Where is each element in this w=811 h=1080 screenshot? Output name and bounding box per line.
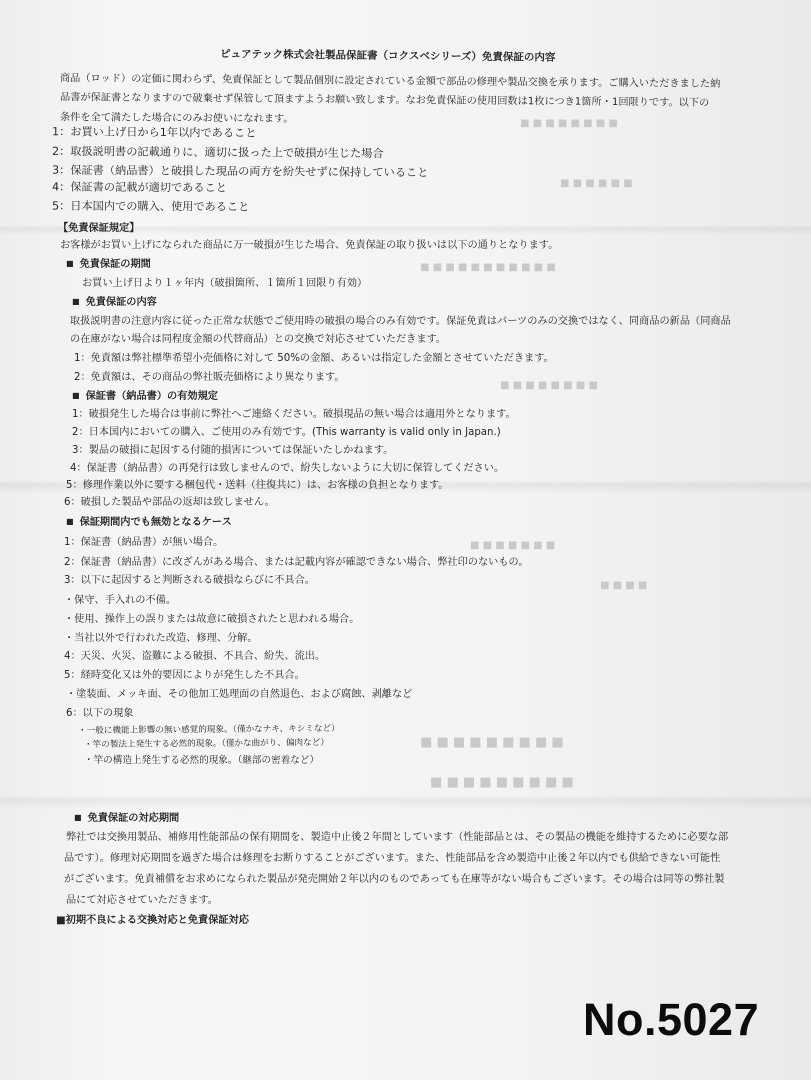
- bleed-through-text: ■ ■ ■ ■ ■ ■: [560, 178, 633, 189]
- intro-line: 条件を全て満たした場合にのみお使いになれます。: [59, 112, 294, 125]
- support-heading: ■ 免責保証の対応期間: [74, 812, 179, 825]
- void-line: 3：以下に起因すると判断される破損ならびに不具合。: [64, 575, 315, 586]
- support-line: がございます。免責補償をお求めになられた製品が発売開始２年以内のものであっても在庫等がない場合もございます。その場合は同等の弊社製: [64, 874, 725, 885]
- document-title: ピュアテック株式会社製品保証書（コクスベシリーズ）免責保証の内容: [219, 48, 556, 64]
- void-line: ・保守、手入れの不備。: [64, 595, 177, 606]
- validity-line: 3：製品の破損に起因する付随的損害については保証いたしかねます。: [72, 445, 394, 456]
- void-line: ・塗装面、メッキ面、その他加工処理面の自然退色、および腐蝕、剥離など: [66, 689, 413, 700]
- void-line: ・竿の構造上発生する必然的現象。（継部の密着など）: [84, 755, 320, 766]
- validity-heading: ■ 保証書（納品書）の有効規定: [72, 390, 218, 403]
- intro-line: 商品（ロッド）の定価に関わらず、免責保証として製品個別に設定されている金額で部品の修理や製品交換を承ります。ご購入いただきました納: [59, 73, 721, 90]
- item-number-label: No.5027: [583, 994, 760, 1045]
- bleed-through-text: ■ ■ ■ ■ ■ ■ ■ ■ ■ ■ ■: [420, 262, 556, 273]
- void-line: ・当社以外で行われた改造、修理、分解。: [64, 633, 258, 644]
- rules-heading: 【免責保証規定】: [58, 223, 140, 234]
- bleed-through-text: ■ ■ ■ ■ ■ ■ ■ ■ ■: [420, 735, 564, 750]
- content-heading: ■ 免責保証の内容: [72, 296, 157, 309]
- initial-defect-heading: ■初期不良による交換対応と免責保証対応: [56, 915, 249, 926]
- content-line: 2：免責額は、その商品の弊社販売価格により異なります。: [74, 372, 345, 383]
- condition-item: 5：日本国内での購入、使用であること: [51, 199, 250, 214]
- void-line: 2：保証書（納品書）に改ざんがある場合、または記載内容が確認できない場合、弊社印のないもの。: [64, 557, 529, 568]
- content-line: の在庫がない場合は同程度金額の代替商品）との交換で対応させていただきます。: [70, 334, 447, 345]
- content-line: 1：免責額は弊社標準希望小売価格に対して 50%の金額、あるいは指定した金額とさせていただきます。: [74, 353, 554, 364]
- rules-intro: お客様がお買い上げになられた商品に万一破損が生じた場合、免責保証の取り扱いは以下の通りとなります。: [60, 240, 559, 251]
- void-line: 4：天災、火災、盗難による破損、不具合、紛失、流出。: [64, 651, 326, 662]
- condition-item: 2：取扱説明書の記載通りに、適切に扱った上で破損が生じた場合: [51, 144, 384, 161]
- period-heading: ■ 免責保証の期間: [66, 258, 151, 271]
- bleed-through-text: ■ ■ ■ ■ ■ ■ ■ ■: [520, 118, 618, 129]
- condition-item: 3：保証書（納品書）と破損した現品の両方を紛失せずに保持していること: [51, 163, 429, 180]
- void-line: 5：経時変化又は外的要因によりが発生した不具合。: [64, 670, 305, 681]
- validity-line: 6：破損した製品や部品の返却は致しません。: [64, 497, 275, 508]
- bleed-through-text: ■ ■ ■ ■: [600, 580, 648, 591]
- bleed-through-text: ■ ■ ■ ■ ■ ■ ■: [470, 540, 556, 551]
- validity-line: 1：破損発生した場合は事前に弊社へご連絡ください。破損現品の無い場合は適用外となります。: [72, 409, 516, 420]
- period-text: お買い上げ日より１ヶ年内（破損箇所、１箇所１回限り有効）: [82, 278, 368, 289]
- condition-item: 4：保証書の記載が適切であること: [51, 180, 227, 195]
- support-line: 弊社では交換用製品、補修用性能部品の保有期間を、製造中止後２年間としています（性能部品とは、その製品の機能を維持するために必要な部: [66, 832, 729, 843]
- validity-line: 4：保証書（納品書）の再発行は致しませんので、紛失しないように大切に保管してください。: [70, 463, 505, 474]
- void-line: ・使用、操作上の誤りまたは故意に破損されたと思われる場合。: [64, 614, 360, 625]
- void-line: 6：以下の現象: [66, 708, 134, 719]
- support-line: 品です）。修理対応期間を過ぎた場合は修理をお断りすることがございます。また、性能部品を含め製造中止後２年以内でも供給できない可能性: [64, 853, 721, 864]
- support-line: 品にて対応させていただきます。: [66, 895, 218, 906]
- content-line: 取扱説明書の注意内容に従った正常な状態でご使用時の破損の場合のみ有効です。保証免責はパーツのみの交換ではなく、同商品の新品（同商品: [70, 316, 731, 327]
- validity-line: 5：修理作業以外に要する梱包代・送料（往復共に）は、お客様の負担となります。: [66, 480, 449, 491]
- intro-line: 品書が保証書となりますので破棄せず保管して頂ますようお願い致します。なお免責保証の使用回数は1枚につき1箇所・1回限りです。以下の: [59, 92, 710, 109]
- validity-line: 2：日本国内においての購入、ご使用のみ有効です。(This warranty is valid only in Japan.): [72, 427, 501, 438]
- condition-item: 1：お買い上げ日から1年以内であること: [51, 125, 257, 140]
- void-line: ・一般に機能上影響の無い感覚的現象。（僅かなナキ、キシミなど）: [77, 723, 340, 737]
- void-line: 1：保証書（納品書）が無い場合。: [64, 537, 224, 548]
- void-heading: ■ 保証期間内でも無効となるケース: [66, 516, 232, 529]
- bleed-through-text: ■ ■ ■ ■ ■ ■ ■ ■: [500, 380, 598, 391]
- void-line: ・竿の製法上発生する必然的現象。（僅かな曲がり、偏肉など）: [83, 737, 329, 751]
- bleed-through-text: ■ ■ ■ ■ ■ ■ ■ ■ ■: [430, 775, 574, 790]
